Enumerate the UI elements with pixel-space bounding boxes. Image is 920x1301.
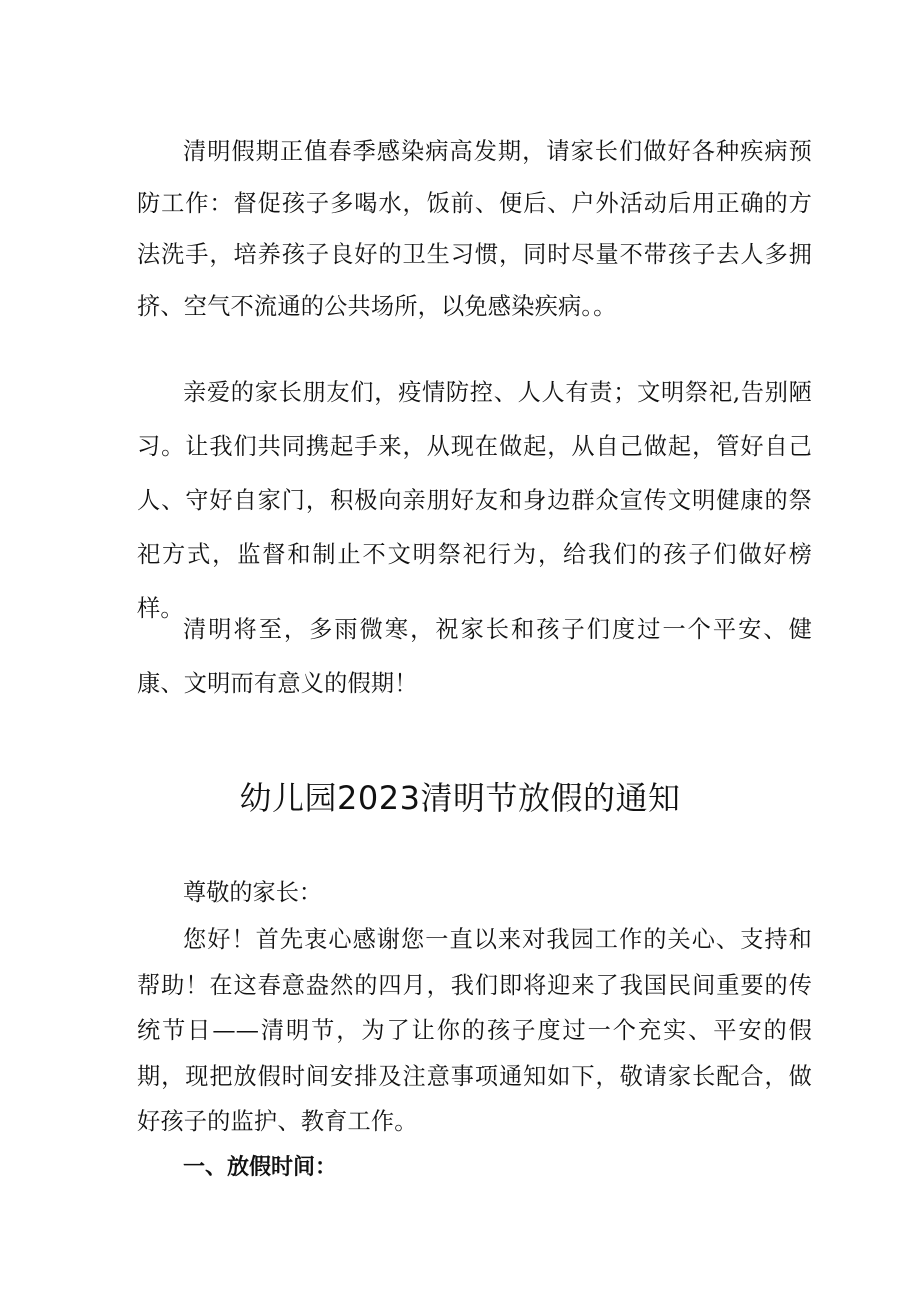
health-advice-paragraph: 清明假期正值春季感染病高发期，请家长们做好各种疾病预防工作：督促孩子多喝水，饭前、便后、户外活动后用正确的方法洗手，培养孩子良好的卫生习惯，同时尽量不带孩子去人多拥挤、空气不流通的公共场所，以免感染疾病。。 [137,138,812,320]
notice-greeting: 尊敬的家长： [183,879,323,906]
section-heading-holiday-time: 一、放假时间： [183,1155,338,1180]
civilized-worship-paragraph: 亲爱的家长朋友们，疫情防控、人人有责；文明祭祀,告别陋习。让我们共同携起手来，从现在做起，从自己做起，管好自己人、守好自家门，积极向亲朋好友和身边群众宣传文明健康的祭祀方式，监督和制止不文明祭祀行为，给我们的孩子们做好榜样。 [137,379,812,622]
holiday-wishes-paragraph: 清明将至，多雨微寒，祝家长和孩子们度过一个平安、健康、文明而有意义的假期！ [137,616,812,697]
notice-title: 幼儿园2023清明节放假的通知 [239,779,681,817]
notice-intro-paragraph: 您好！首先衷心感谢您一直以来对我园工作的关心、支持和帮助！在这春意盎然的四月，我们即将迎来了我国民间重要的传统节日——清明节，为了让你的孩子度过一个充实、平安的假期，现把放假时间安排及注意事项通知如下，敬请家长配合，做好孩子的监护、教育工作。 [137,926,812,1135]
